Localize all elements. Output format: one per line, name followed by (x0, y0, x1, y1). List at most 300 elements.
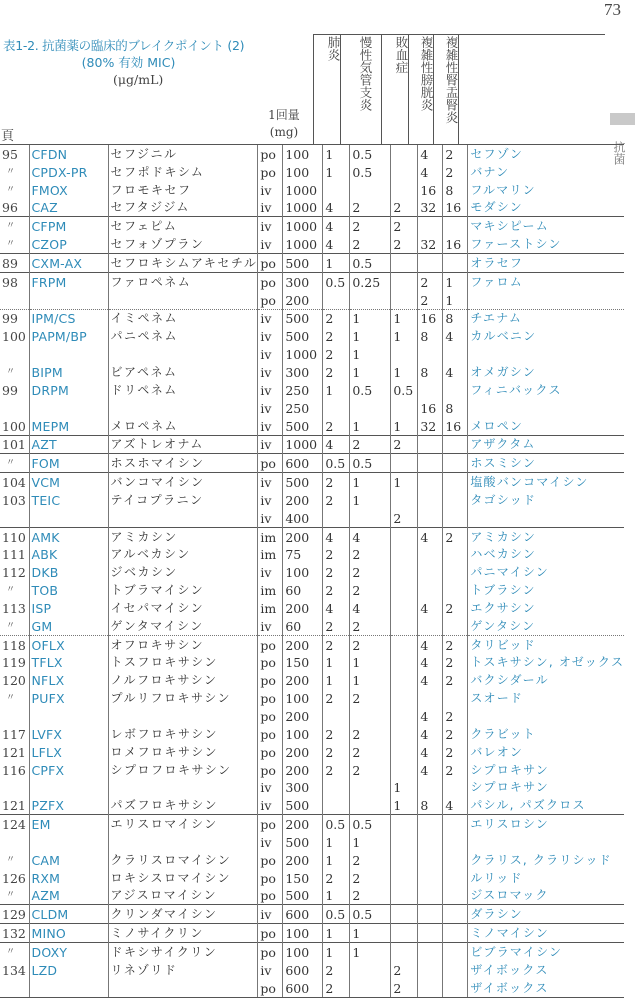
page-cell: 113 (2, 600, 26, 616)
sepsis-mic-cell (391, 581, 418, 599)
route-cell: iv (258, 181, 283, 199)
cystitis-mic-cell (418, 617, 443, 635)
page-cell: 99 (2, 382, 18, 398)
drug-name-cell: ジベカシン (108, 563, 258, 581)
side-index-label: 抗菌 (612, 141, 626, 165)
table-title-main: 表1-2. 抗菌薬の臨床的ブレイクポイント (2) (3, 38, 245, 53)
chronic-bronchitis-mic-cell: 1 (350, 345, 391, 363)
pyelonephritis-mic-cell: 8 (443, 399, 468, 417)
chronic-bronchitis-mic-cell: 2 (350, 435, 391, 454)
pyelonephritis-mic-cell (443, 617, 468, 635)
route-cell: po (258, 725, 283, 743)
page-cell: 〃 (6, 693, 16, 704)
drug-name-cell: セフォゾプラン (108, 235, 258, 253)
route-cell: im (258, 546, 283, 564)
sepsis-mic-cell: 2 (391, 199, 418, 217)
pyelonephritis-mic-cell (443, 509, 468, 527)
breakpoint-table (0, 144, 624, 998)
sepsis-mic-cell: 1 (391, 327, 418, 345)
table-row (0, 779, 624, 797)
brand-name-cell: トスキサシン, オゼックス (468, 654, 624, 672)
brand-name-cell: エリスロシン (468, 815, 624, 833)
page-cell: 101 (0, 435, 29, 454)
brand-name-cell: パシル, パズクロス (468, 796, 624, 814)
route-cell: po (258, 943, 283, 961)
pyelonephritis-mic-cell: 4 (443, 327, 468, 345)
route-cell: po (258, 924, 283, 943)
table-row (0, 217, 624, 235)
page-cell: 〃 (6, 184, 16, 195)
table-row (0, 689, 624, 707)
dose-cell: 100 (283, 924, 323, 943)
dose-cell: 100 (283, 943, 323, 961)
dose-cell: 100 (283, 145, 323, 163)
sepsis-mic-cell (391, 254, 418, 273)
cystitis-mic-cell: 32 (418, 235, 443, 253)
brand-name-cell: タゴシッド (468, 491, 624, 509)
abbreviation-cell: TOB (29, 581, 108, 599)
table-row (0, 546, 624, 564)
drug-name-cell: クリンダマイシン (108, 905, 258, 924)
pneumonia-mic-cell: 1 (323, 887, 350, 905)
sepsis-mic-cell (391, 689, 418, 707)
chronic-bronchitis-mic-cell: 1 (350, 833, 391, 851)
brand-name-cell: アザクタム (468, 435, 624, 454)
pneumonia-mic-cell: 1 (323, 254, 350, 273)
table-title-subtitle: (80% 有効 MIC) (81, 55, 176, 70)
dose-cell: 100 (283, 689, 323, 707)
brand-name-cell (468, 291, 624, 309)
pyelonephritis-mic-cell (443, 381, 468, 399)
drug-name-cell: シプロフロキサシン (108, 761, 258, 779)
abbreviation-cell (29, 509, 108, 527)
sepsis-mic-cell (391, 181, 418, 199)
dose-cell: 100 (283, 563, 323, 581)
pneumonia-mic-cell: 4 (323, 235, 350, 253)
pyelonephritis-mic-cell: 2 (443, 599, 468, 617)
table-row (0, 707, 624, 725)
dose-cell: 250 (283, 399, 323, 417)
chronic-bronchitis-mic-cell (350, 399, 391, 417)
abbreviation-cell: IPM/CS (29, 309, 108, 327)
table-row (0, 635, 624, 653)
sepsis-mic-cell (391, 887, 418, 905)
abbreviation-cell: LFLX (29, 743, 108, 761)
sepsis-mic-cell: 2 (391, 979, 418, 997)
pyelonephritis-mic-cell: 4 (443, 363, 468, 381)
header-complicated-pyelonephritis: 複雑性腎盂腎炎 (433, 34, 458, 144)
abbreviation-cell: EM (29, 815, 108, 833)
drug-name-cell: パズフロキサシン (108, 796, 258, 814)
brand-name-cell: アミカシン (468, 527, 624, 545)
table-row (0, 417, 624, 435)
dose-cell: 1000 (283, 181, 323, 199)
pneumonia-mic-cell (323, 291, 350, 309)
brand-name-cell: オメガシン (468, 363, 624, 381)
chronic-bronchitis-mic-cell: 2 (350, 761, 391, 779)
brand-name-cell: シプロキサン (468, 761, 624, 779)
page-cell: 〃 (6, 585, 16, 596)
sepsis-mic-cell (391, 761, 418, 779)
pyelonephritis-mic-cell (443, 779, 468, 797)
sepsis-mic-cell: 1 (391, 779, 418, 797)
drug-name-cell: バンコマイシン (108, 473, 258, 491)
route-cell: po (258, 887, 283, 905)
drug-name-cell: セフェピム (108, 217, 258, 235)
drug-name-cell (108, 345, 258, 363)
pyelonephritis-mic-cell (443, 905, 468, 924)
abbreviation-cell: BIPM (29, 363, 108, 381)
dose-cell: 100 (283, 163, 323, 181)
route-cell: iv (258, 905, 283, 924)
cystitis-mic-cell (418, 833, 443, 851)
abbreviation-cell: LVFX (29, 725, 108, 743)
pyelonephritis-mic-cell (443, 473, 468, 491)
pneumonia-mic-cell: 2 (323, 689, 350, 707)
sepsis-mic-cell (391, 617, 418, 635)
abbreviation-cell (29, 291, 108, 309)
brand-name-cell: ルリッド (468, 869, 624, 887)
pyelonephritis-mic-cell: 2 (443, 707, 468, 725)
sepsis-mic-cell: 1 (391, 417, 418, 435)
pyelonephritis-mic-cell (443, 491, 468, 509)
table-row (0, 725, 624, 743)
dose-header-unit: (mg) (269, 125, 299, 139)
page-cell: 103 (2, 492, 26, 508)
brand-name-cell: チエナム (468, 309, 624, 327)
brand-name-cell: フィニバックス (468, 381, 624, 399)
drug-name-cell: アズトレオナム (108, 435, 258, 454)
cystitis-mic-cell (418, 454, 443, 473)
chronic-bronchitis-mic-cell: 2 (350, 235, 391, 253)
chronic-bronchitis-mic-cell: 0.5 (350, 905, 391, 924)
table-row (0, 671, 624, 689)
drug-name-cell: セフジニル (108, 145, 258, 163)
dose-cell: 1000 (283, 235, 323, 253)
route-cell: po (258, 635, 283, 653)
table-row (0, 309, 624, 327)
pneumonia-mic-cell: 0.5 (323, 454, 350, 473)
table-row (0, 851, 624, 869)
pneumonia-mic-cell: 2 (323, 581, 350, 599)
pneumonia-mic-cell: 1 (323, 943, 350, 961)
dose-cell: 1000 (283, 345, 323, 363)
route-cell: iv (258, 779, 283, 797)
sepsis-mic-cell (391, 145, 418, 163)
dose-cell: 200 (283, 743, 323, 761)
pneumonia-mic-cell: 2 (323, 491, 350, 509)
chronic-bronchitis-mic-cell: 1 (350, 654, 391, 672)
pneumonia-mic-cell: 2 (323, 546, 350, 564)
brand-name-cell: セフゾン (468, 145, 624, 163)
brand-name-cell: ファーストシン (468, 235, 624, 253)
sepsis-mic-cell (391, 163, 418, 181)
table-row (0, 272, 624, 290)
cystitis-mic-cell: 32 (418, 199, 443, 217)
drug-name-cell (108, 399, 258, 417)
brand-name-cell: ファロム (468, 272, 624, 290)
page-cell: 〃 (0, 217, 29, 235)
route-cell: iv (258, 563, 283, 581)
brand-name-cell (468, 707, 624, 725)
sepsis-mic-cell: 0.5 (391, 381, 418, 399)
dose-cell: 200 (283, 635, 323, 653)
table-row (0, 943, 624, 961)
cystitis-mic-cell: 4 (418, 743, 443, 761)
chronic-bronchitis-mic-cell: 2 (350, 581, 391, 599)
brand-name-cell: クラビット (468, 725, 624, 743)
cystitis-mic-cell: 8 (418, 796, 443, 814)
brand-name-cell: トブラシン (468, 581, 624, 599)
cystitis-mic-cell (418, 581, 443, 599)
chronic-bronchitis-mic-cell (350, 961, 391, 979)
pneumonia-mic-cell: 4 (323, 217, 350, 235)
chronic-bronchitis-mic-cell (350, 291, 391, 309)
abbreviation-cell: NFLX (29, 671, 108, 689)
pyelonephritis-mic-cell (443, 961, 468, 979)
chronic-bronchitis-mic-cell (350, 796, 391, 814)
table-row (0, 563, 624, 581)
chronic-bronchitis-mic-cell: 0.25 (350, 272, 391, 290)
pyelonephritis-mic-cell (443, 581, 468, 599)
brand-name-cell: オラセフ (468, 254, 624, 273)
drug-name-cell: ホスホマイシン (108, 454, 258, 473)
drug-name-cell (108, 509, 258, 527)
dose-cell: 500 (283, 833, 323, 851)
abbreviation-cell: FOM (29, 454, 108, 473)
brand-name-cell (468, 833, 624, 851)
brand-name-cell: クラリス, クラリシッド (468, 851, 624, 869)
chronic-bronchitis-mic-cell: 4 (350, 527, 391, 545)
route-cell: im (258, 599, 283, 617)
table-row (0, 435, 624, 454)
sepsis-mic-cell (391, 815, 418, 833)
sepsis-mic-cell (391, 833, 418, 851)
route-cell: iv (258, 491, 283, 509)
drug-name-cell: トブラマイシン (108, 581, 258, 599)
sepsis-mic-cell (391, 399, 418, 417)
dose-cell: 200 (283, 761, 323, 779)
sepsis-mic-cell (391, 654, 418, 672)
page-cell: 95 (0, 145, 29, 163)
dose-cell: 150 (283, 869, 323, 887)
pneumonia-mic-cell: 1 (323, 833, 350, 851)
dose-cell: 300 (283, 272, 323, 290)
brand-name-cell: ミノマイシン (468, 924, 624, 943)
page-cell: 132 (0, 924, 29, 943)
sepsis-mic-cell (391, 563, 418, 581)
route-cell: iv (258, 199, 283, 217)
pneumonia-mic-cell: 4 (323, 599, 350, 617)
abbreviation-cell: FRPM (29, 272, 108, 290)
table-row (0, 654, 624, 672)
pneumonia-mic-cell: 2 (323, 961, 350, 979)
brand-name-cell: タリビッド (468, 635, 624, 653)
dose-cell: 200 (283, 815, 323, 833)
sepsis-mic-cell (391, 707, 418, 725)
abbreviation-cell (29, 833, 108, 851)
drug-name-cell: リネゾリド (108, 961, 258, 979)
abbreviation-cell: ISP (29, 599, 108, 617)
sepsis-mic-cell (391, 851, 418, 869)
pyelonephritis-mic-cell (443, 851, 468, 869)
drug-name-cell: クラリスロマイシン (108, 851, 258, 869)
route-cell: po (258, 254, 283, 273)
pyelonephritis-mic-cell: 2 (443, 654, 468, 672)
pyelonephritis-mic-cell (443, 887, 468, 905)
table-row (0, 924, 624, 943)
table-row (0, 163, 624, 181)
drug-name-cell: アミカシン (108, 527, 258, 545)
abbreviation-cell (29, 345, 108, 363)
table-row (0, 145, 624, 163)
drug-name-cell: トスフロキサシン (108, 654, 258, 672)
chronic-bronchitis-mic-cell (350, 979, 391, 997)
dose-cell: 1000 (283, 199, 323, 217)
pneumonia-mic-cell: 1 (323, 924, 350, 943)
dose-cell: 1000 (283, 217, 323, 235)
pyelonephritis-mic-cell (443, 689, 468, 707)
route-cell: im (258, 527, 283, 545)
cystitis-mic-cell (418, 924, 443, 943)
page-cell: 96 (2, 200, 18, 216)
dose-cell: 200 (283, 527, 323, 545)
route-cell: iv (258, 309, 283, 327)
chronic-bronchitis-mic-cell: 2 (350, 851, 391, 869)
cystitis-mic-cell: 4 (418, 725, 443, 743)
pyelonephritis-mic-cell: 2 (443, 145, 468, 163)
route-cell: iv (258, 327, 283, 345)
table-row (0, 869, 624, 887)
dose-cell: 600 (283, 905, 323, 924)
abbreviation-cell: CFDN (29, 145, 108, 163)
drug-name-cell: ドキシサイクリン (108, 943, 258, 961)
pyelonephritis-mic-cell (443, 943, 468, 961)
cystitis-mic-cell (418, 546, 443, 564)
pyelonephritis-mic-cell: 16 (443, 199, 468, 217)
chronic-bronchitis-mic-cell: 2 (350, 617, 391, 635)
page-cell (0, 509, 29, 527)
pyelonephritis-mic-cell: 8 (443, 181, 468, 199)
header-complicated-cystitis: 複雑性膀胱炎 (408, 34, 433, 144)
pneumonia-mic-cell: 1 (323, 381, 350, 399)
page-cell: 118 (0, 635, 29, 653)
cystitis-mic-cell: 4 (418, 671, 443, 689)
route-cell: iv (258, 345, 283, 363)
dose-cell: 75 (283, 546, 323, 564)
page-cell: 〃 (6, 166, 16, 177)
drug-name-cell: イミペネム (108, 309, 258, 327)
cystitis-mic-cell: 4 (418, 635, 443, 653)
page-cell: 〃 (6, 854, 16, 865)
page-cell (0, 291, 29, 309)
brand-name-cell: 塩酸バンコマイシン (468, 473, 624, 491)
route-cell: po (258, 689, 283, 707)
table-row (0, 327, 624, 345)
sepsis-mic-cell (391, 527, 418, 545)
cystitis-mic-cell (418, 491, 443, 509)
chronic-bronchitis-mic-cell: 4 (350, 599, 391, 617)
cystitis-mic-cell (418, 943, 443, 961)
cystitis-mic-cell (418, 815, 443, 833)
drug-name-cell (108, 707, 258, 725)
chronic-bronchitis-mic-cell: 1 (350, 671, 391, 689)
abbreviation-cell: ABK (29, 546, 108, 564)
route-cell: po (258, 654, 283, 672)
pneumonia-mic-cell: 1 (323, 654, 350, 672)
pneumonia-mic-cell: 2 (323, 473, 350, 491)
route-cell: po (258, 707, 283, 725)
abbreviation-cell: LZD (29, 961, 108, 979)
page-cell (0, 399, 29, 417)
pyelonephritis-mic-cell: 16 (443, 417, 468, 435)
cystitis-mic-cell (418, 254, 443, 273)
chronic-bronchitis-mic-cell: 2 (350, 217, 391, 235)
brand-name-cell (468, 509, 624, 527)
dose-cell: 400 (283, 509, 323, 527)
table-row (0, 599, 624, 617)
pyelonephritis-mic-cell: 2 (443, 671, 468, 689)
sepsis-mic-cell: 1 (391, 796, 418, 814)
drug-name-cell: メロペネム (108, 417, 258, 435)
pneumonia-mic-cell: 1 (323, 851, 350, 869)
chronic-bronchitis-mic-cell (350, 181, 391, 199)
page-column-header: 頁 (1, 129, 15, 144)
pyelonephritis-mic-cell: 2 (443, 743, 468, 761)
page-cell: 89 (0, 254, 29, 273)
table-row (0, 235, 624, 253)
pneumonia-mic-cell: 2 (323, 363, 350, 381)
dose-cell: 250 (283, 381, 323, 399)
sepsis-mic-cell: 2 (391, 235, 418, 253)
cystitis-mic-cell (418, 689, 443, 707)
page-cell (0, 707, 29, 725)
table-row (0, 815, 624, 833)
drug-name-cell: ビアペネム (108, 363, 258, 381)
table-row (0, 399, 624, 417)
abbreviation-cell: AMK (29, 527, 108, 545)
dose-cell: 600 (283, 979, 323, 997)
dose-cell: 600 (283, 454, 323, 473)
dose-cell: 500 (283, 309, 323, 327)
page-cell: 117 (2, 726, 26, 742)
pneumonia-mic-cell (323, 707, 350, 725)
table-row (0, 199, 624, 217)
route-cell: po (258, 761, 283, 779)
drug-name-cell (108, 291, 258, 309)
page-cell: 〃 (6, 620, 16, 631)
pneumonia-mic-cell: 2 (323, 563, 350, 581)
pneumonia-mic-cell: 2 (323, 617, 350, 635)
brand-name-cell (468, 345, 624, 363)
chronic-bronchitis-mic-cell: 1 (350, 473, 391, 491)
pneumonia-mic-cell: 0.5 (323, 815, 350, 833)
dose-cell: 1000 (283, 435, 323, 454)
drug-name-cell: アジスロマイシン (108, 887, 258, 905)
cystitis-mic-cell: 8 (418, 363, 443, 381)
route-cell: iv (258, 435, 283, 454)
header-brand-spacer (458, 34, 605, 144)
sepsis-mic-cell (391, 924, 418, 943)
page-cell: 104 (0, 473, 29, 491)
abbreviation-cell: MEPM (29, 417, 108, 435)
cystitis-mic-cell: 16 (418, 309, 443, 327)
dose-column-header (259, 107, 309, 141)
dose-cell: 300 (283, 363, 323, 381)
page-cell: 98 (0, 272, 29, 290)
table-row (0, 761, 624, 779)
abbreviation-cell: TEIC (29, 491, 108, 509)
